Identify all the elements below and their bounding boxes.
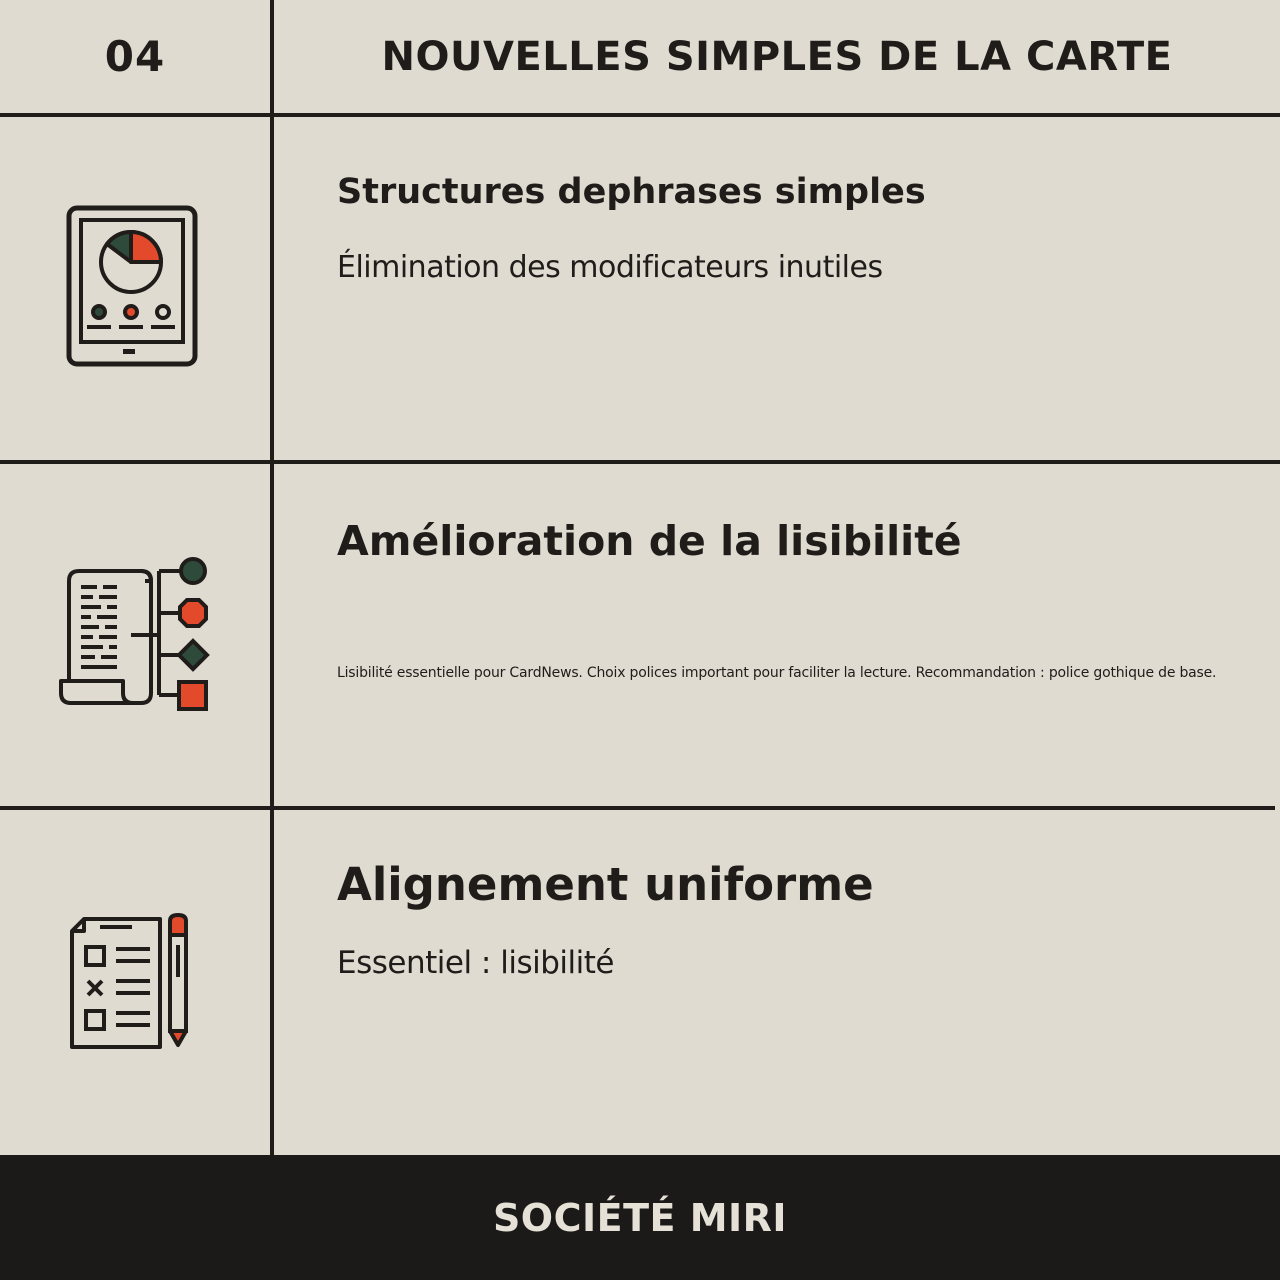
row-3-description: Essentiel : lisibilité — [337, 945, 614, 981]
row-2-heading: Amélioration de la lisibilité — [337, 517, 962, 565]
row-3-heading: Alignement uniforme — [337, 858, 874, 911]
row-1-description: Élimination des modificateurs inutiles — [337, 250, 883, 285]
tablet-pie-chart-icon — [65, 204, 205, 374]
row-2-description: Lisibilité essentielle pour CardNews. Choix polices important pour faciliter la lecture. Recommandation : police gothique de base. — [337, 665, 1217, 681]
footer-company-name: SOCIÉTÉ MIRI — [0, 1155, 1280, 1280]
page-title: NOUVELLES SIMPLES DE LA CARTE — [381, 33, 1173, 80]
slide-number: 04 — [104, 32, 166, 81]
document-flowchart-icon — [55, 555, 215, 715]
row-1-icon-cell — [0, 117, 270, 460]
row-3-icon-cell — [0, 810, 270, 1155]
checklist-pencil-icon — [70, 913, 200, 1053]
row-1-heading: Structures dephrases simples — [337, 172, 926, 212]
vertical-divider — [270, 0, 274, 1155]
row-2-icon-cell — [0, 464, 270, 806]
